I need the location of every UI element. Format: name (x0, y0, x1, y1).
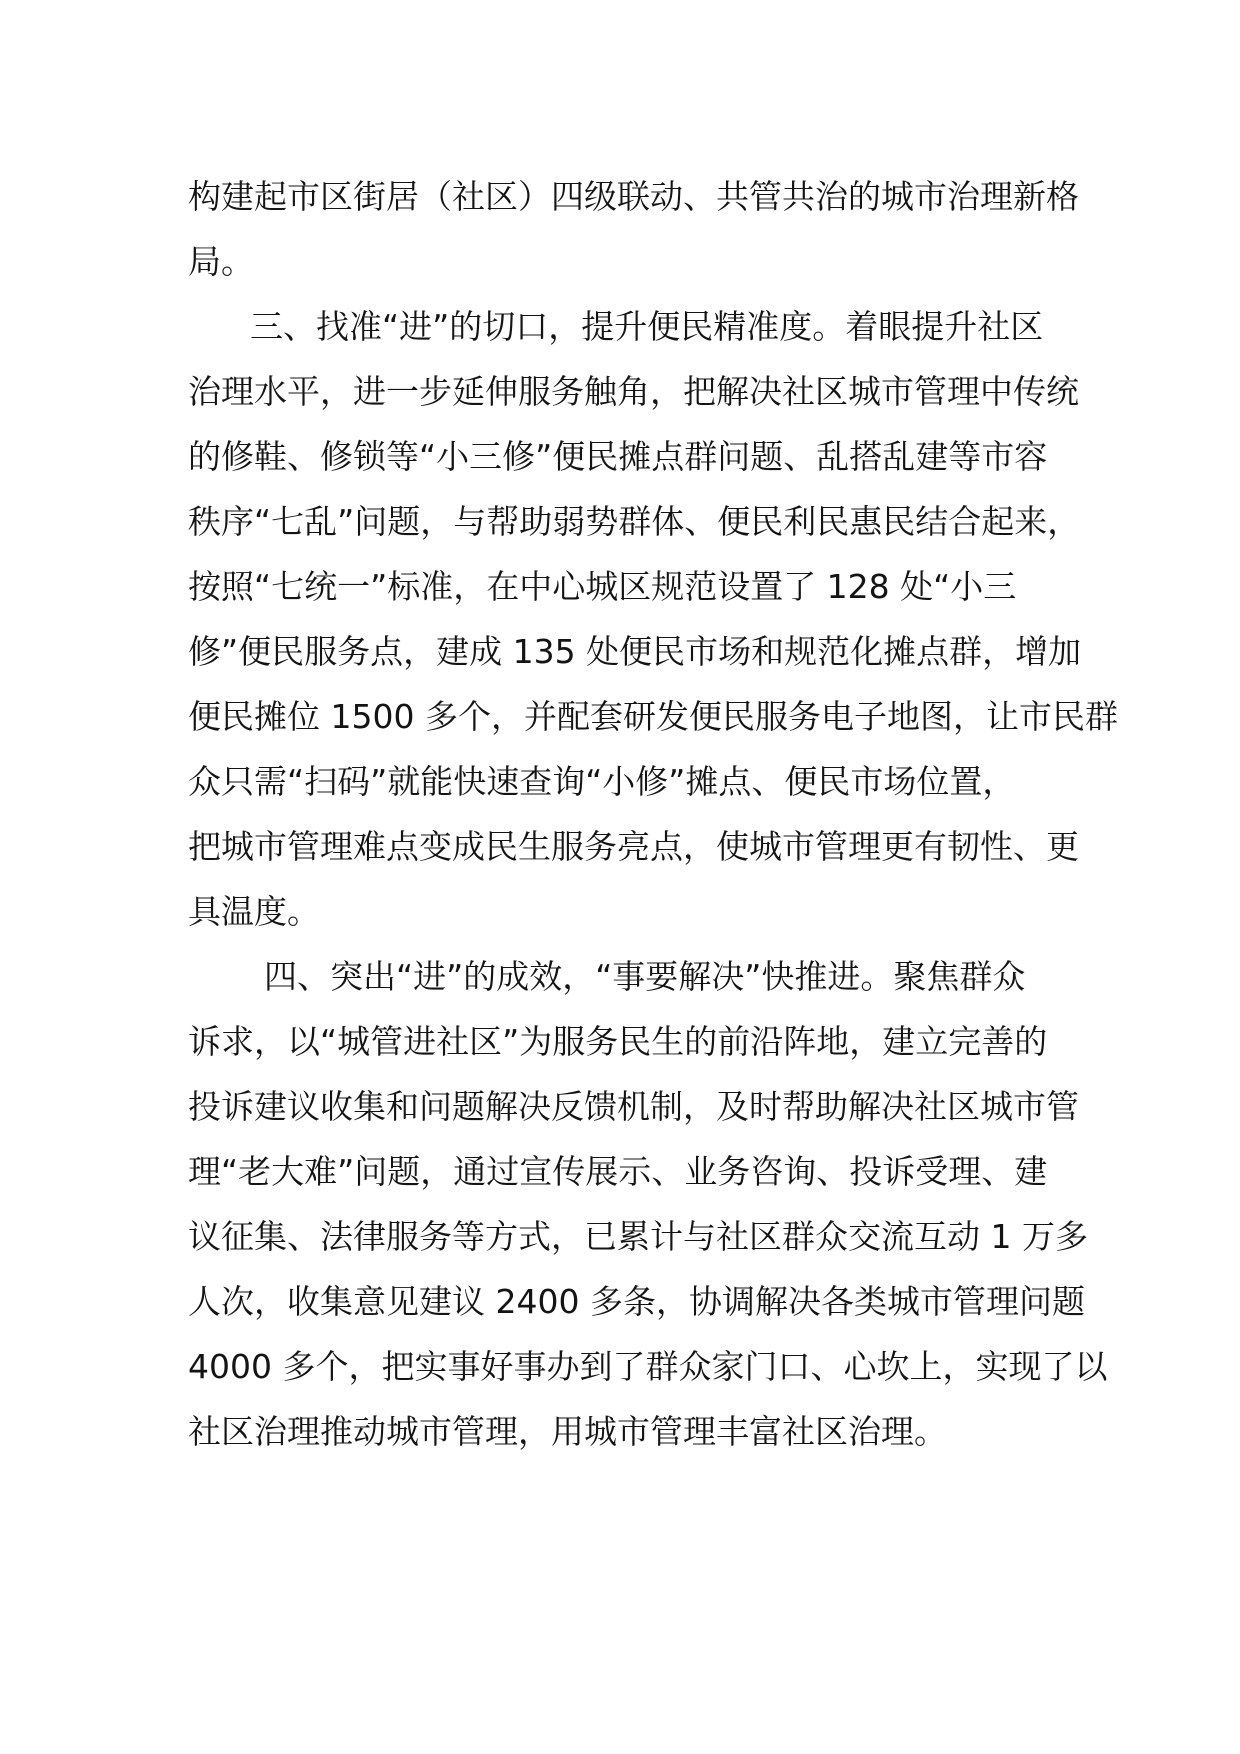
paragraph-4-start: 四、突出“进”的成效，“事要解决”快推进。聚焦群众 (264, 957, 1026, 996)
text-line: 议征集、法律服务等方式，已累计与社区群众交流互动 1 万多 (188, 1217, 1088, 1256)
text-line: 修”便民服务点，建成 135 处便民市场和规范化摊点群，增加 (188, 632, 1082, 671)
text-line: 把城市管理难点变成民生服务亮点，使城市管理更有韧性、更 (188, 827, 1079, 866)
text-line: 治理水平，进一步延伸服务触角，把解决社区城市管理中传统 (188, 372, 1079, 411)
text-line: 理“老大难”问题，通过宣传展示、业务咨询、投诉受理、建 (188, 1152, 1048, 1191)
text-line: 具温度。 (188, 892, 320, 931)
text-line: 局。 (188, 242, 254, 281)
text-line: 社区治理推动城市管理，用城市管理丰富社区治理。 (188, 1412, 947, 1451)
text-line: 诉求，以“城管进社区”为服务民生的前沿阵地，建立完善的 (188, 1022, 1048, 1061)
text-line: 秩序“七乱”问题，与帮助弱势群体、便民利民惠民结合起来， (188, 502, 1081, 541)
text-line: 构建起市区街居（社区）四级联动、共管共治的城市治理新格 (188, 177, 1079, 216)
text-line: 4000 多个，把实事好事办到了群众家门口、心坎上，实现了以 (188, 1347, 1108, 1386)
body-text (188, 164, 1118, 1464)
text-line: 众只需“扫码”就能快速查询“小修”摊点、便民市场位置， (188, 762, 1016, 801)
text-line: 便民摊位 1500 多个，并配套研发便民服务电子地图，让市民群 (188, 697, 1118, 736)
text-line: 按照“七统一”标准，在中心城区规范设置了 128 处“小三 (188, 567, 1017, 606)
text-line: 投诉建议收集和问题解决反馈机制，及时帮助解决社区城市管 (188, 1087, 1079, 1126)
paragraph-3-start: 三、找准“进”的切口，提升便民精准度。着眼提升社区 (250, 307, 1044, 346)
text-line: 的修鞋、修锁等“小三修”便民摊点群问题、乱搭乱建等市容 (188, 437, 1048, 476)
text-line: 人次，收集意见建议 2400 多条，协调解决各类城市管理问题 (188, 1282, 1085, 1321)
